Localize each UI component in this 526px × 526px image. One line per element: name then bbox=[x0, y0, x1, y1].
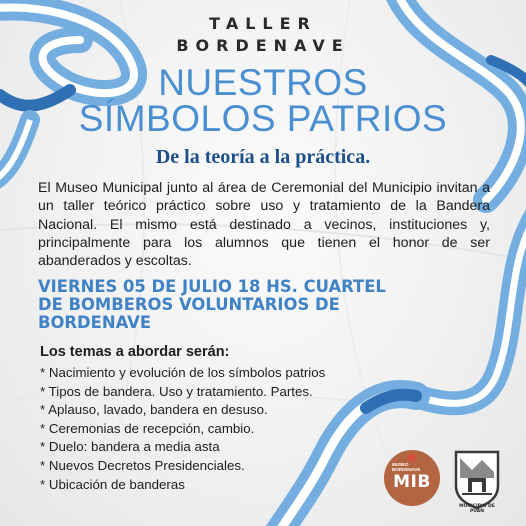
topics-list bbox=[40, 364, 325, 494]
list-item: * Nuevos Decretos Presidenciales. bbox=[40, 457, 245, 473]
museum-logo-text: MIB bbox=[393, 472, 431, 492]
event-details bbox=[38, 278, 438, 332]
museum-logo-dot bbox=[408, 454, 415, 461]
title-line-2: SÍMBOLOS PATRIOS bbox=[78, 98, 448, 139]
header-taller: TALLER bbox=[209, 14, 317, 33]
header-bordenave: BORDENAVE bbox=[176, 36, 350, 55]
museum-logo bbox=[384, 450, 440, 506]
event-line-2: DE BOMBEROS VOLUNTARIOS DE bbox=[38, 295, 340, 314]
municipality-shield-icon bbox=[452, 448, 502, 512]
list-item: * Nacimiento y evolución de los símbolos patrios bbox=[40, 365, 326, 380]
topics-heading: Los temas a abordar serán: bbox=[40, 344, 230, 360]
list-item: * Ubicación de banderas bbox=[40, 476, 185, 492]
list-item: * Ceremonias de recepción, cambio. bbox=[40, 420, 255, 436]
intro-paragraph: El Museo Municipal junto al área de Ceremonial del Municipio invitan a un taller teórico práctico sobre uso y tratamiento de la Bandera Nacional. El mismo está destinado a vecinos, instituciones y, principalmente para los alumnos que tienen el honor de ser abanderados y escoltas. bbox=[38, 180, 490, 270]
list-item: * Duelo: bandera a media asta bbox=[40, 439, 220, 455]
title-line-1: NUESTROS bbox=[158, 62, 368, 103]
museum-logo-small-text: MUSEO BORDENAVE bbox=[392, 462, 421, 472]
municipality-label: MUNICIPIO DE PUAN bbox=[459, 504, 495, 514]
subtitle: De la teoría a la práctica. bbox=[155, 146, 371, 168]
event-line-3: BORDENAVE bbox=[38, 313, 152, 332]
list-item: * Tipos de bandera. Uso y tratamiento. Partes. bbox=[40, 383, 313, 399]
event-line-1: VIERNES 05 DE JULIO 18 HS. CUARTEL bbox=[38, 277, 386, 296]
list-item: * Aplauso, lavado, bandera en desuso. bbox=[40, 402, 268, 418]
